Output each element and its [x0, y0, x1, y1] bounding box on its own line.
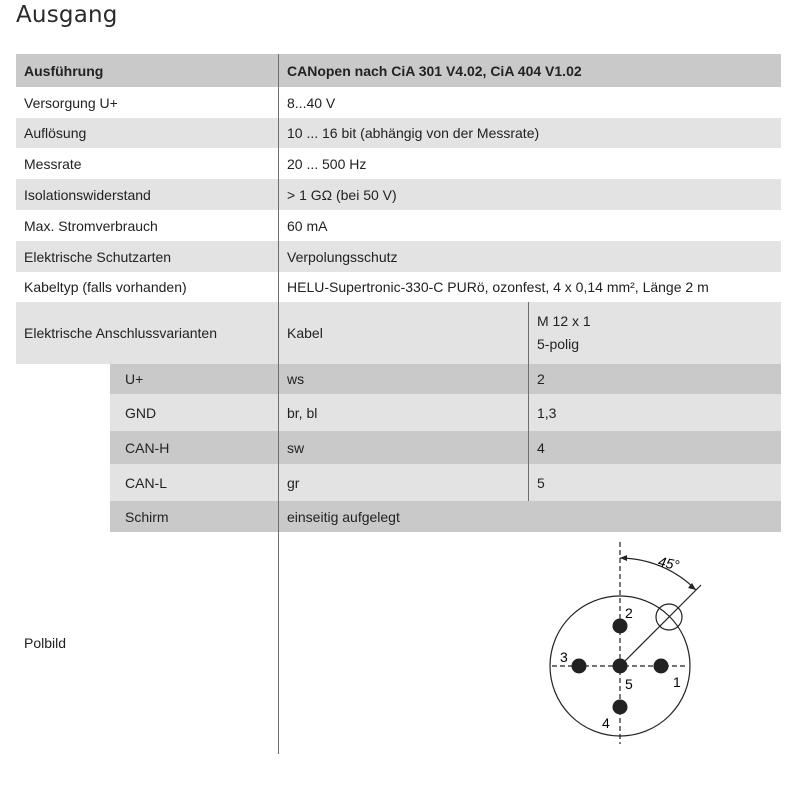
column-divider [278, 87, 279, 118]
polbild-label: Polbild [24, 635, 67, 651]
pin-cable: br, bl [287, 404, 318, 421]
column-divider [278, 394, 279, 431]
row-label: Messrate [24, 155, 82, 172]
row-label: Elektrische Schutzarten [24, 248, 172, 265]
pin-label-5: 5 [625, 676, 633, 692]
shield-cable: einseitig aufgelegt [287, 508, 400, 525]
table-row [16, 179, 781, 210]
row-label: Versorgung U+ [24, 94, 118, 111]
column-divider [528, 302, 529, 364]
row-label: Kabeltyp (falls vorhanden) [24, 279, 187, 295]
column-divider [278, 302, 279, 364]
column-divider [278, 148, 279, 179]
header-value: CANopen nach CiA 301 V4.02, CiA 404 V1.02 [287, 62, 582, 79]
row-value: 60 mA [287, 217, 328, 234]
cable-column-label: Kabel [287, 325, 323, 341]
row-label: Isolationswiderstand [24, 186, 151, 203]
connector-pinout-diagram [516, 532, 736, 754]
column-divider [278, 532, 279, 754]
connection-label: Elektrische Anschlussvarianten [24, 325, 217, 341]
pin-cable: ws [287, 371, 305, 387]
column-divider [528, 431, 529, 464]
row-value: HELU-Supertronic-330-C PURö, ozonfest, 4 x 0,14 mm², Länge 2 m [287, 279, 709, 295]
pin-signal: CAN-L [125, 474, 168, 491]
table-row [16, 272, 781, 302]
spec-table [16, 54, 781, 754]
pin-cable: gr [287, 474, 300, 491]
arc-arrow-start [620, 555, 627, 561]
pin-signal: GND [125, 404, 157, 421]
angle-label: 45° [656, 553, 681, 574]
column-divider [278, 54, 279, 87]
row-value: 8...40 V [287, 94, 336, 111]
table-row [16, 87, 781, 118]
pin-label-4: 4 [602, 715, 610, 731]
row-value: 10 ... 16 bit (abhängig von der Messrate) [287, 125, 540, 141]
table-header-row [16, 54, 781, 87]
pin-row [16, 394, 781, 431]
connector-type: M 12 x 1 [537, 313, 591, 329]
polbild-row [16, 532, 781, 754]
section-heading: Ausgang [16, 2, 118, 28]
column-divider [278, 364, 279, 394]
pin-number: 4 [537, 439, 545, 456]
column-divider [528, 364, 529, 394]
connection-row [16, 302, 781, 364]
pin-5 [613, 659, 628, 674]
pin-number: 1,3 [537, 404, 557, 421]
column-divider [528, 394, 529, 431]
pin-cable: sw [287, 439, 305, 456]
pin-label-2: 2 [625, 605, 633, 621]
pin-label-1: 1 [673, 674, 681, 690]
table-row [16, 241, 781, 272]
pin-3 [572, 659, 587, 674]
shield-signal: Schirm [125, 508, 169, 525]
column-divider [278, 179, 279, 210]
pin-label-3: 3 [560, 649, 568, 665]
pin-number: 2 [537, 371, 545, 387]
table-row [16, 210, 781, 241]
pin-row [16, 464, 781, 501]
connector-column-label [537, 302, 591, 364]
table-row [16, 118, 781, 148]
row-value: 20 ... 500 Hz [287, 155, 367, 172]
connector-poles: 5-polig [537, 336, 580, 352]
pin-1 [654, 659, 669, 674]
pin-signal: CAN-H [125, 439, 170, 456]
column-divider [278, 272, 279, 302]
column-divider [528, 464, 529, 501]
column-divider [278, 464, 279, 501]
column-divider [278, 118, 279, 148]
column-divider [278, 431, 279, 464]
table-row [16, 148, 781, 179]
column-divider [278, 241, 279, 272]
pin-signal: U+ [125, 371, 144, 387]
row-value: Verpolungsschutz [287, 248, 398, 265]
pin-4 [613, 700, 628, 715]
column-divider [278, 210, 279, 241]
pin-number: 5 [537, 474, 545, 491]
header-label: Ausführung [24, 62, 104, 79]
row-label: Auflösung [24, 125, 87, 141]
pin-row [16, 364, 781, 394]
column-divider [278, 501, 279, 532]
pin-row [16, 431, 781, 464]
shield-row [16, 501, 781, 532]
row-label: Max. Stromverbrauch [24, 217, 158, 234]
row-value: > 1 GΩ (bei 50 V) [287, 186, 397, 203]
